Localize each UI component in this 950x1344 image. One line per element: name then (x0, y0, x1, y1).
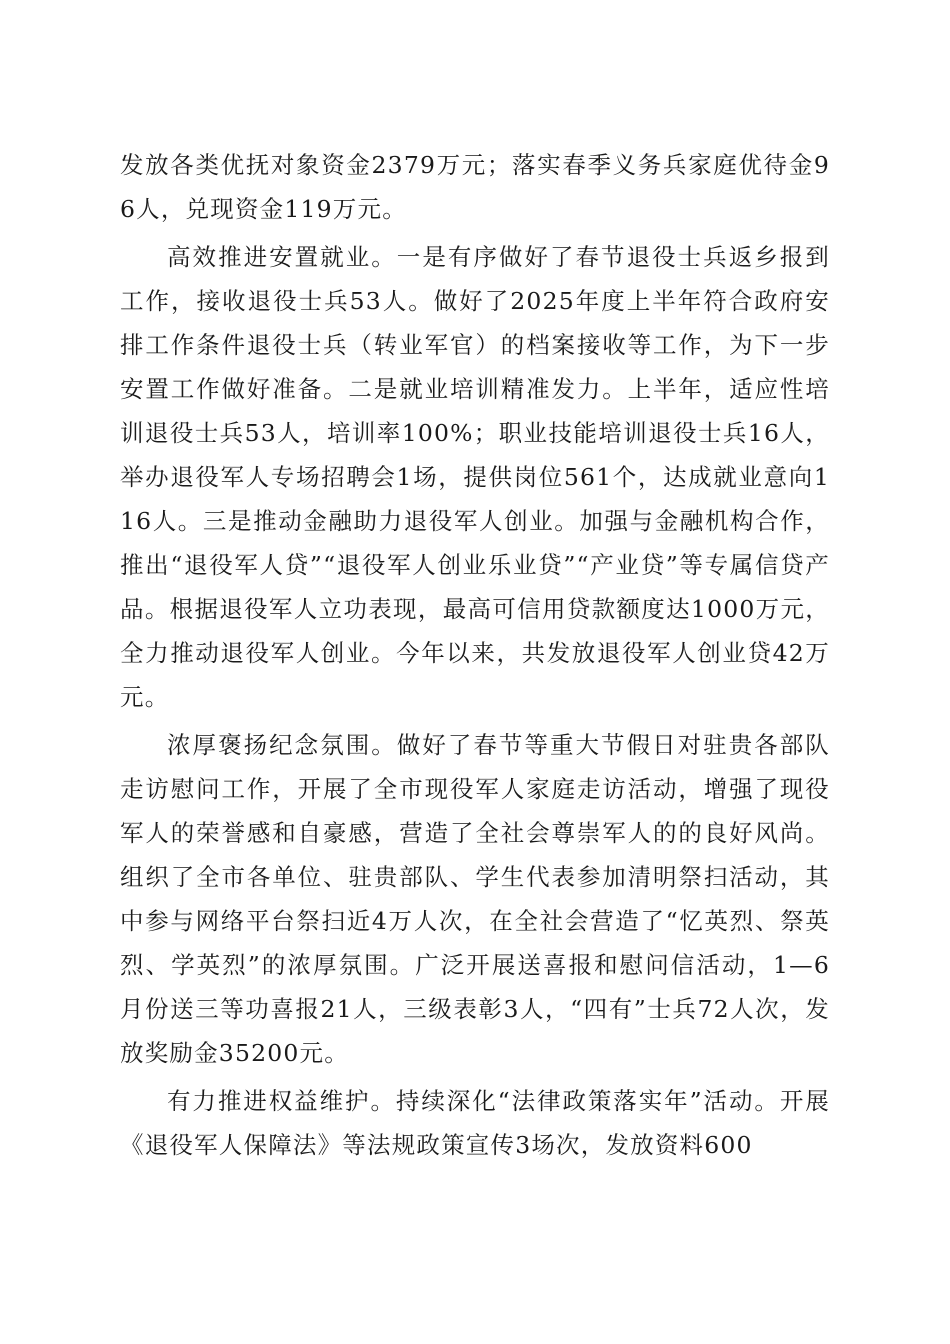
paragraph-rights-protection: 有力推进权益维护。持续深化“法律政策落实年”活动。开展《退役军人保障法》等法规政策宣传3场次，发放资料600 (120, 1087, 830, 1159)
paragraph-continued: 发放各类优抚对象资金2379万元；落实春季义务兵家庭优待金96人，兑现资金119万元。 (120, 151, 830, 223)
paragraph-employment: 高效推进安置就业。一是有序做好了春节退役士兵返乡报到工作，接收退役士兵53人。做好了2025年度上半年符合政府安排工作条件退役士兵（转业军官）的档案接收等工作，为下一步安置工作做好准备。二是就业培训精准发力。上半年，适应性培训退役士兵53人，培训率100%；职业技能培训退役士兵16人，举办退役军人专场招聘会1场，提供岗位561个，达成就业意向116人。三是推动金融助力退役军人创业。加强与金融机构合作，推出“退役军人贷”“退役军人创业乐业贷”“产业贷”等专属信贷产品。根据退役军人立功表现，最高可信用贷款额度达1000万元，全力推动退役军人创业。今年以来，共发放退役军人创业贷42万元。 (120, 243, 830, 711)
paragraph-commemoration: 浓厚褒扬纪念氛围。做好了春节等重大节假日对驻贵各部队走访慰问工作，开展了全市现役军人家庭走访活动，增强了现役军人的荣誉感和自豪感，营造了全社会尊崇军人的的良好风尚。组织了全市各单位、驻贵部队、学生代表参加清明祭扫活动，其中参与网络平台祭扫近4万人次，在全社会营造了“忆英烈、祭英烈、学英烈”的浓厚氛围。广泛开展送喜报和慰问信活动，1—6月份送三等功喜报21人，三级表彰3人，“四有”士兵72人次，发放奖励金35200元。 (120, 731, 830, 1067)
document-body (120, 143, 830, 1171)
